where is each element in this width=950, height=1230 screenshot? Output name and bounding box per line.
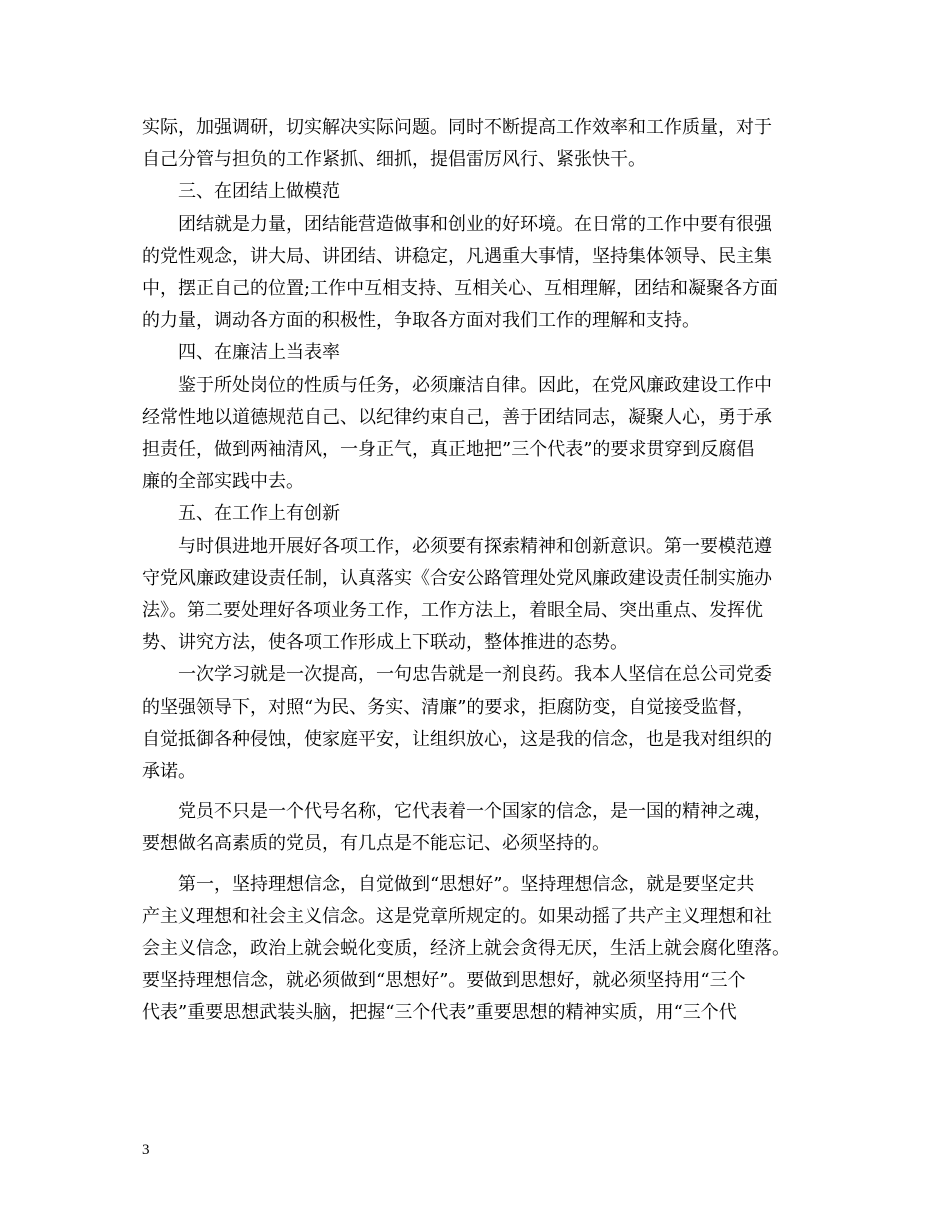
text-line: 势、讲究方法，使各项工作形成上下联动，整体推进的态势。 — [142, 632, 628, 654]
text-line: 中，摆正自己的位置;工作中互相支持、互相关心、互相理解，团结和凝聚各方面 — [142, 278, 779, 300]
text-line: 要坚持理想信念，就必须做到“思想好”。要做到思想好，就必须坚持用“三个 — [142, 970, 746, 992]
text-line: 第一，坚持理想信念，自觉做到“思想好”。坚持理想信念，就是要坚定共 — [178, 873, 755, 895]
paragraph — [142, 209, 822, 338]
text-line: 与时俱进地开展好各项工作，必须要有探索精神和创新意识。第一要模范遵 — [178, 535, 772, 557]
text-line: 代表”重要思想武装头脑，把握“三个代表”重要思想的精神实质，用“三个代 — [142, 1002, 737, 1024]
heading-text: 四、在廉洁上当表率 — [178, 342, 340, 364]
text-line: 的党性观念，讲大局、讲团结、讲稳定，凡遇重大事情，坚持集体领导、民主集 — [142, 245, 772, 267]
text-line: 一次学习就是一次提高，一句忠告就是一剂良药。我本人坚信在总公司党委 — [178, 664, 772, 686]
text-line: 党员不只是一个代号名称，它代表着一个国家的信念，是一国的精神之魂， — [178, 801, 772, 823]
page-number: 3 — [142, 1142, 150, 1158]
text-line: 会主义信念，政治上就会蜕化变质，经济上就会贪得无厌，生活上就会腐化堕落。 — [142, 938, 790, 960]
paragraph — [142, 531, 822, 660]
text-line: 经常性地以道德规范自己、以纪律约束自己，善于团结同志，凝聚人心，勇于承 — [142, 406, 772, 428]
text-line: 承诺。 — [142, 761, 196, 783]
text-line: 的坚强领导下，对照“为民、务实、清廉”的要求，拒腐防变，自觉接受监督， — [142, 696, 755, 718]
text-line: 自己分管与担负的工作紧抓、细抓，提倡雷厉风行、紧张快干。 — [142, 149, 646, 171]
text-line: 法》。第二要处理好各项业务工作，工作方法上，着眼全局、突出重点、发挥优 — [142, 600, 763, 622]
section-heading — [142, 176, 822, 208]
paragraph — [142, 112, 822, 176]
paragraph — [142, 659, 822, 788]
heading-text: 三、在团结上做模范 — [178, 181, 340, 203]
text-line: 自觉抵御各种侵蚀，使家庭平安，让组织放心，这是我的信念，也是我对组织的 — [142, 728, 772, 750]
text-line: 守党风廉政建设责任制，认真落实《合安公路管理处党风廉政建设责任制实施办 — [142, 567, 772, 589]
text-line: 的力量，调动各方面的积极性，争取各方面对我们工作的理解和支持。 — [142, 310, 700, 332]
text-line: 实际，加强调研，切实解决实际问题。同时不断提高工作效率和工作质量，对于 — [142, 117, 772, 138]
text-line: 鉴于所处岗位的性质与任务，必须廉洁自律。因此，在党风廉政建设工作中 — [178, 374, 772, 396]
text-line: 要想做名高素质的党员，有几点是不能忘记、必须坚持的。 — [142, 833, 610, 855]
heading-text: 五、在工作上有创新 — [178, 503, 340, 525]
paragraph — [142, 796, 822, 860]
text-line: 产主义理想和社会主义信念。这是党章所规定的。如果动摇了共产主义理想和社 — [142, 905, 772, 927]
document-body — [142, 112, 822, 1030]
section-heading — [142, 337, 822, 369]
section-heading — [142, 498, 822, 530]
text-line: 廉的全部实践中去。 — [142, 471, 304, 493]
paragraph — [142, 869, 822, 1030]
text-line: 担责任，做到两袖清风，一身正气，真正地把”三个代表”的要求贯穿到反腐倡 — [142, 439, 755, 461]
text-line: 团结就是力量，团结能营造做事和创业的好环境。在日常的工作中要有很强 — [178, 213, 772, 235]
paragraph — [142, 370, 822, 499]
